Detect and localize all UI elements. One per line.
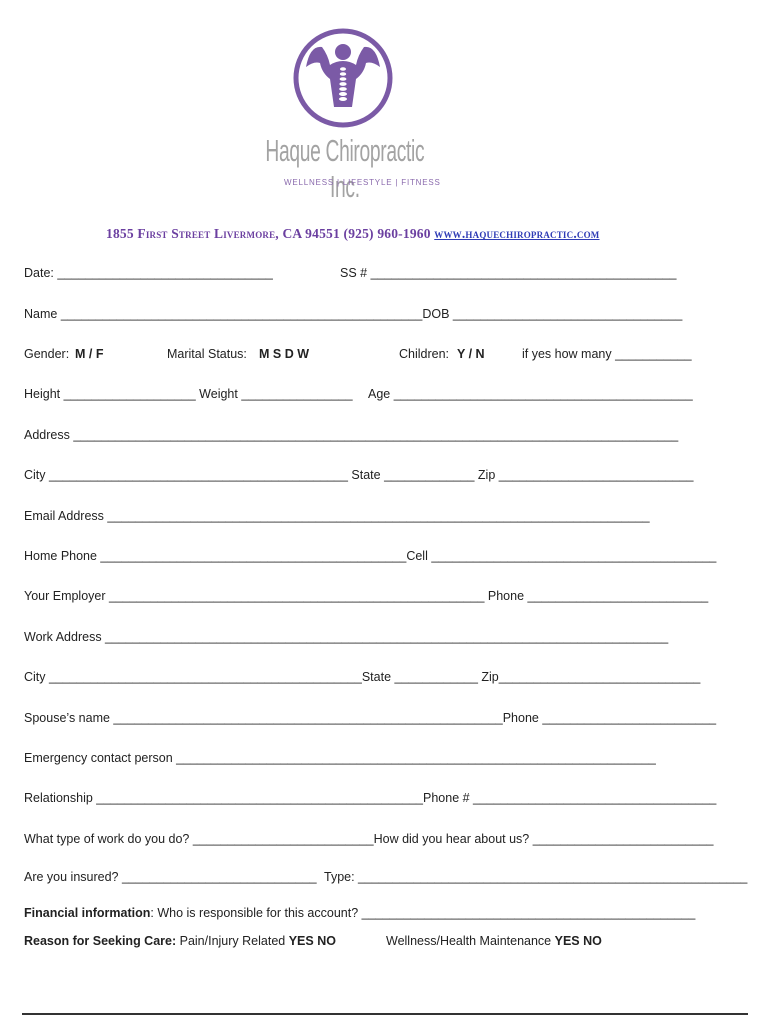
- work-address-field[interactable]: Work Address _________________________________________________________________________________: [24, 630, 669, 644]
- insurance-type-field[interactable]: Type: ________________________________________________________: [324, 870, 748, 884]
- wellness-label: Wellness/Health Maintenance: [386, 934, 555, 948]
- clinic-address-line: [106, 226, 600, 242]
- financial-question: : Who is responsible for this account? ________________________________________________: [150, 906, 696, 920]
- row-work-type: [0, 832, 770, 852]
- marital-status-options[interactable]: M S D W: [259, 347, 309, 361]
- website-link[interactable]: www.haquechiropractic.com: [434, 226, 600, 241]
- children-count-field[interactable]: if yes how many ___________: [522, 347, 692, 361]
- brand-name: Haque Chiropractic Inc.: [265, 133, 425, 204]
- date-field[interactable]: Date: _______________________________: [24, 266, 273, 280]
- wellness-yes-no[interactable]: YES NO: [554, 934, 602, 948]
- row-relationship: [0, 791, 770, 811]
- gender-label: Gender:: [24, 347, 70, 361]
- row-emergency-contact: [0, 751, 770, 771]
- clinic-logo-emblem: [292, 27, 394, 129]
- children-options[interactable]: Y / N: [457, 347, 485, 361]
- address-text: 1855 First Street Livermore, CA 94551 (925) 960-1960: [106, 226, 435, 241]
- row-employer: [0, 589, 770, 609]
- email-field[interactable]: Email Address ______________________________________________________________________________: [24, 509, 650, 523]
- row-spouse: [0, 711, 770, 731]
- row-reason: [0, 934, 770, 954]
- spouse-field[interactable]: Spouse’s name ________________________________________________________Phone _________________________: [24, 711, 717, 725]
- row-height-weight-age: [0, 387, 770, 407]
- children-label: Children:: [399, 347, 450, 361]
- row-city-state-zip: [0, 468, 770, 488]
- city-state-zip-field[interactable]: City ___________________________________________ State _____________ Zip ____________________________: [24, 468, 694, 482]
- row-address: [0, 428, 770, 448]
- bottom-divider: [22, 1013, 748, 1015]
- row-email: [0, 509, 770, 529]
- name-dob-field[interactable]: Name ____________________________________________________DOB _________________________________: [24, 307, 683, 321]
- row-financial: [0, 906, 770, 926]
- home-phone-cell-field[interactable]: Home Phone ____________________________________________Cell _________________________________________: [24, 549, 717, 563]
- row-work-city: [0, 670, 770, 690]
- row-home-phone-cell: [0, 549, 770, 569]
- pain-yes-no[interactable]: YES NO: [288, 934, 336, 948]
- reason-label: Reason for Seeking Care:: [24, 934, 177, 948]
- financial-label: Financial information: [24, 906, 151, 920]
- row-gender-marital-children: [0, 347, 770, 367]
- address-field[interactable]: Address _______________________________________________________________________________________: [24, 428, 679, 442]
- work-type-field[interactable]: What type of work do you do? __________________________How did you hear about us? __________________________: [24, 832, 714, 846]
- reason-for-care: [24, 934, 336, 948]
- employer-field[interactable]: Your Employer ______________________________________________________ Phone __________________________: [24, 589, 709, 603]
- ss-field[interactable]: SS # ____________________________________________: [340, 266, 677, 280]
- row-date-ss: [0, 266, 770, 286]
- brand-tagline: WELLNESS | LIFESTYLE | FITNESS: [284, 178, 441, 187]
- row-insurance: [0, 870, 770, 890]
- marital-status-label: Marital Status:: [167, 347, 247, 361]
- wellness-option: [386, 934, 602, 948]
- pain-injury-label: Pain/Injury Related: [176, 934, 289, 948]
- relationship-field[interactable]: Relationship _______________________________________________Phone # ___________________________________: [24, 791, 717, 805]
- insured-field[interactable]: Are you insured? ____________________________: [24, 870, 317, 884]
- work-city-state-zip-field[interactable]: City _____________________________________________State ____________ Zip_____________________________: [24, 670, 701, 684]
- emergency-contact-field[interactable]: Emergency contact person _____________________________________________________________________: [24, 751, 656, 765]
- row-name-dob: [0, 307, 770, 327]
- age-field[interactable]: Age ___________________________________________: [368, 387, 693, 401]
- row-work-address: [0, 630, 770, 650]
- financial-info[interactable]: [24, 906, 695, 920]
- height-weight-field[interactable]: Height ___________________ Weight ________________: [24, 387, 353, 401]
- gender-options[interactable]: M / F: [75, 347, 104, 361]
